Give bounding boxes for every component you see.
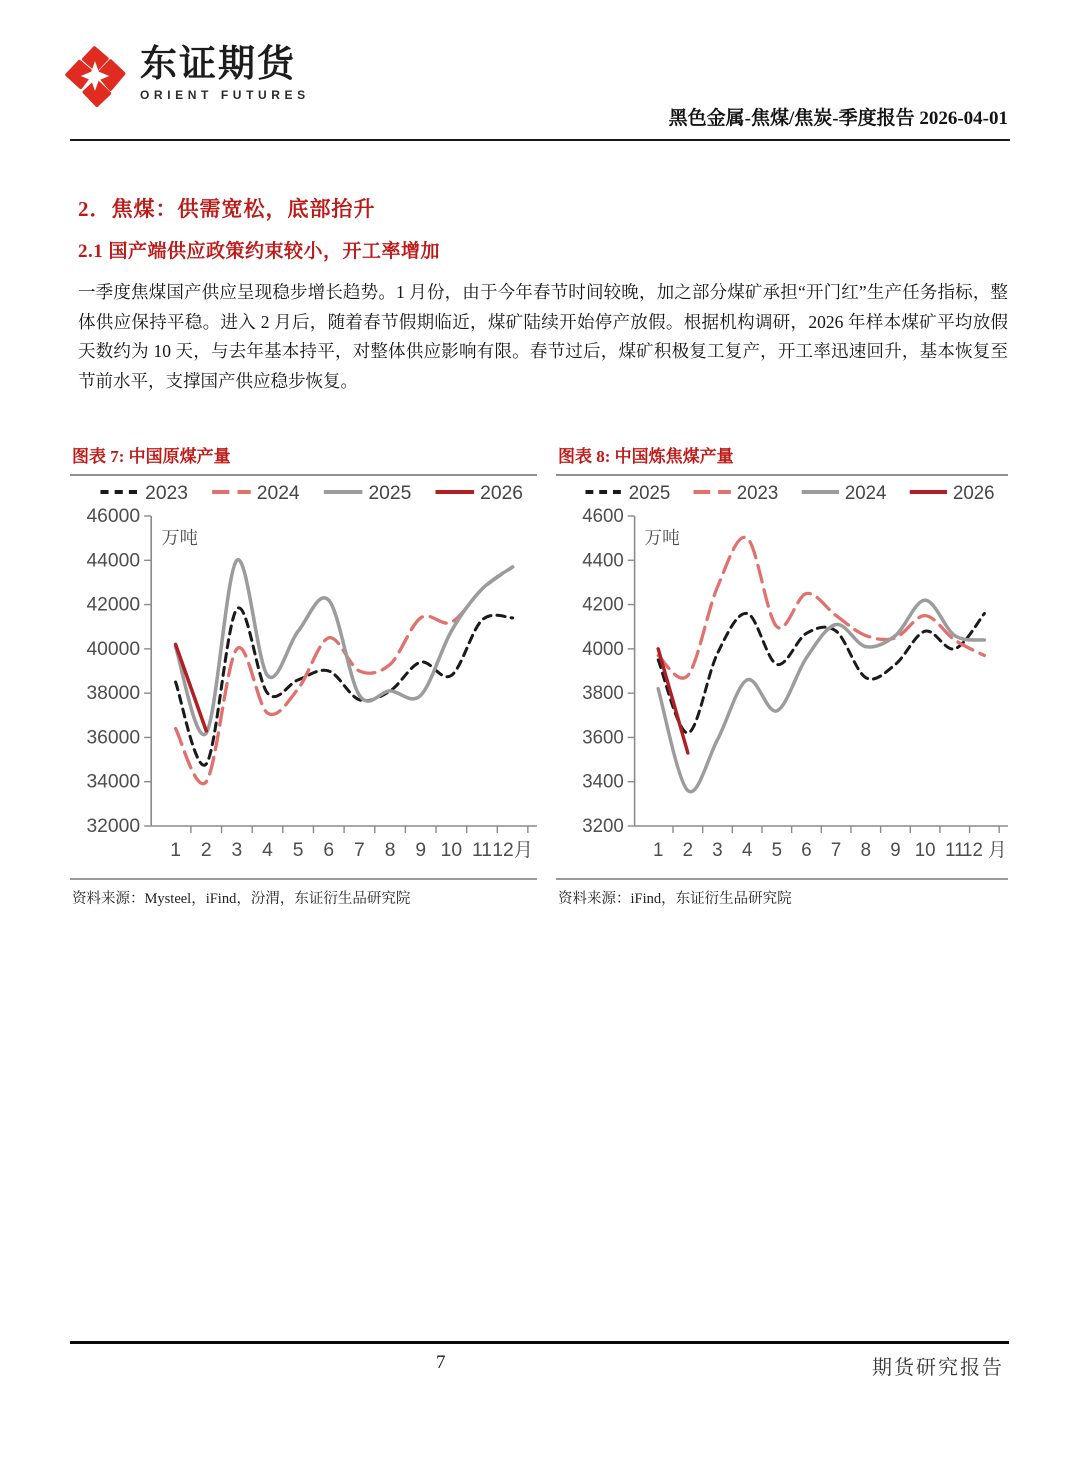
svg-text:10: 10 — [440, 840, 463, 861]
svg-text:2024: 2024 — [844, 481, 887, 504]
svg-text:4: 4 — [741, 838, 753, 861]
svg-text:7: 7 — [830, 838, 842, 861]
svg-text:42000: 42000 — [86, 594, 141, 616]
svg-text:2023: 2023 — [736, 481, 779, 504]
subsection-heading: 2.1 国产端供应政策约束较小，开工率增加 — [78, 241, 441, 262]
svg-text:3: 3 — [231, 840, 243, 861]
section-heading: 2．焦煤：供需宽松，底部抬升 — [78, 197, 376, 221]
figure-coking-coal — [556, 440, 1008, 908]
logo — [64, 42, 310, 110]
svg-text:2026: 2026 — [480, 483, 524, 504]
figure-source: 资料来源：Mysteel，iFind，汾渭，东证衍生品研究院 — [70, 878, 537, 908]
figure-title: 图表 7: 中国原煤产量 — [72, 447, 231, 466]
svg-text:40000: 40000 — [86, 638, 141, 660]
svg-text:34000: 34000 — [86, 771, 141, 793]
svg-text:4400: 4400 — [582, 549, 624, 571]
svg-text:2: 2 — [682, 838, 694, 861]
svg-text:4200: 4200 — [582, 593, 624, 615]
svg-text:7: 7 — [354, 840, 365, 861]
coking-coal-production-chart — [556, 476, 1008, 878]
svg-text:2: 2 — [200, 840, 212, 861]
figure-raw-coal — [70, 440, 537, 908]
svg-text:1: 1 — [170, 840, 181, 861]
orient-futures-logo-icon — [64, 42, 126, 110]
report-header-info: 黑色金属-焦煤/焦炭-季度报告 2026-04-01 — [668, 108, 1008, 129]
svg-text:8: 8 — [860, 838, 871, 861]
svg-text:4000: 4000 — [582, 637, 624, 659]
svg-text:4: 4 — [262, 840, 273, 861]
svg-text:万吨: 万吨 — [644, 527, 680, 549]
footer-report-type: 期货研究报告 — [872, 1357, 1004, 1379]
svg-text:12月: 12月 — [492, 840, 533, 861]
svg-text:2023: 2023 — [145, 483, 188, 504]
svg-text:9: 9 — [890, 838, 901, 861]
svg-text:46000: 46000 — [86, 506, 141, 527]
svg-text:3: 3 — [712, 838, 723, 861]
body-paragraph: 一季度焦煤国产供应呈现稳步增长趋势。1 月份，由于今年春节时间较晚，加之部分煤矿承担“开门红”生产任务指标，整体供应保持平稳。进入 2 月后，随着春节假期临近，煤矿陆续开始停产放假。根据机构调研，2026 年样本煤矿平均放假天数约为 10 天，与去年基本持平，对整体供应影响有限。春节过后，煤矿积极复工复产，开工率迅速回升，基本恢复至节前水平，支撑国产供应稳步恢复。 — [78, 282, 1008, 391]
svg-text:5: 5 — [771, 838, 783, 861]
svg-text:38000: 38000 — [86, 683, 141, 705]
svg-text:万吨: 万吨 — [161, 528, 198, 548]
svg-text:6: 6 — [323, 840, 335, 861]
page-number: 7 — [436, 1352, 446, 1373]
header-divider — [70, 139, 1010, 141]
svg-text:2026: 2026 — [952, 481, 995, 504]
figure-title: 图表 8: 中国炼焦煤产量 — [558, 447, 734, 466]
logo-company-name-en: ORIENT FUTURES — [140, 87, 310, 102]
svg-text:1: 1 — [652, 838, 664, 861]
svg-text:11: 11 — [945, 838, 965, 861]
svg-text:3400: 3400 — [582, 770, 624, 792]
svg-text:10: 10 — [914, 838, 936, 861]
svg-text:3600: 3600 — [582, 726, 624, 748]
logo-company-name: 东证期货 — [140, 43, 296, 84]
svg-text:2025: 2025 — [368, 483, 412, 504]
svg-text:4600: 4600 — [582, 504, 624, 527]
svg-text:44000: 44000 — [86, 550, 141, 572]
svg-text:32000: 32000 — [86, 816, 141, 837]
footer-divider — [70, 1341, 1009, 1344]
svg-text:2024: 2024 — [256, 483, 300, 504]
logo-text — [140, 42, 310, 102]
svg-text:3200: 3200 — [582, 814, 624, 837]
svg-text:11: 11 — [471, 840, 492, 861]
svg-text:9: 9 — [415, 840, 427, 861]
svg-text:5: 5 — [292, 840, 304, 861]
svg-text:3800: 3800 — [582, 681, 624, 704]
svg-text:2025: 2025 — [628, 481, 671, 504]
raw-coal-production-chart — [70, 476, 537, 878]
svg-text:12 月: 12 月 — [962, 838, 1007, 861]
svg-text:6: 6 — [801, 838, 812, 861]
figure-source: 资料来源：iFind，东证衍生品研究院 — [556, 878, 1008, 908]
svg-text:36000: 36000 — [86, 727, 141, 749]
svg-text:8: 8 — [384, 840, 396, 861]
